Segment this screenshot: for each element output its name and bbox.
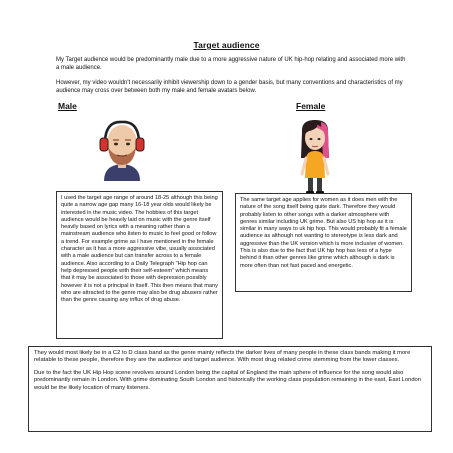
intro-text [56,56,408,102]
male-description-box: I used the target age range of around 18-25 although this being quite a narrow age gap many 16-18 year olds would likely be interested in the music video. The hobbies of this target audience would be heavily laid on music with the genre itself heavily based on lyrics with a meaning rather than a mainstream audience who listen to music to feel good or follow a trend. For example grime as I have mentioned in the female character as it has a more aggressive vibe, usually associated with a male audience but can transfer across to a female audience. Also according to a Daily Telegraph "Hip hop can help depressed people with their self-esteem" which means that it may be associated to those with depression possibly however it is not a principal in itself. This then means that many who are attracted to the genre may also be drug abusers rather than the genre causing any influx of drug abuse. [56,191,223,339]
page-title: Target audience [193,40,260,50]
summary-paragraph-2: Due to the fact the UK Hip Hop scene revolves around London being the capital of England the main sphere of influence for the song would also predominantly remain in London. With grime dominating South London and historically the working class population remaining in the east, East London would be the likely location of many listeners. [34,369,422,391]
male-avatar-icon [92,119,152,185]
intro-paragraph-1: My Target audience would be predominantly male due to a more aggressive nature of UK hip-hop relating and associated more with a male audience. [56,57,406,71]
female-description-box: The same target age applies for women as it does men with the nature of the song itself being quite dark. Therefore they would probably listen to other songs with a darker atmosphere with genres similar including UK grime. But also US hip hop as it is similar in many ways to uk hip hop. This would probably fit a female audience as although not wanting to stereotype is less dark and aggressive than the UK version which is more inclusive of women. This is also due to the fact that UK hip hop has less of a hype behind it than other genres like grime which although is dark is more often than not fast paced and energetic. [235,193,412,292]
intro-paragraph-2: However, my video wouldn't necessarily inhibit viewership down to a gender basis, but many conventions and characteristics of my audience may cross over between both my male and female avatars below. [56,80,403,94]
male-heading: Male [58,101,77,111]
summary-box [28,346,432,432]
female-avatar-icon [295,118,335,196]
female-heading: Female [296,101,326,111]
summary-paragraph-1: They would most likely be in a C2 to D class band as the genre mainly reflects the darker lives of many people in these class bands making it more relatable to these people, therefore they are the audience and target audience. With most drug related crime stemming from the lower classes. [34,350,411,364]
